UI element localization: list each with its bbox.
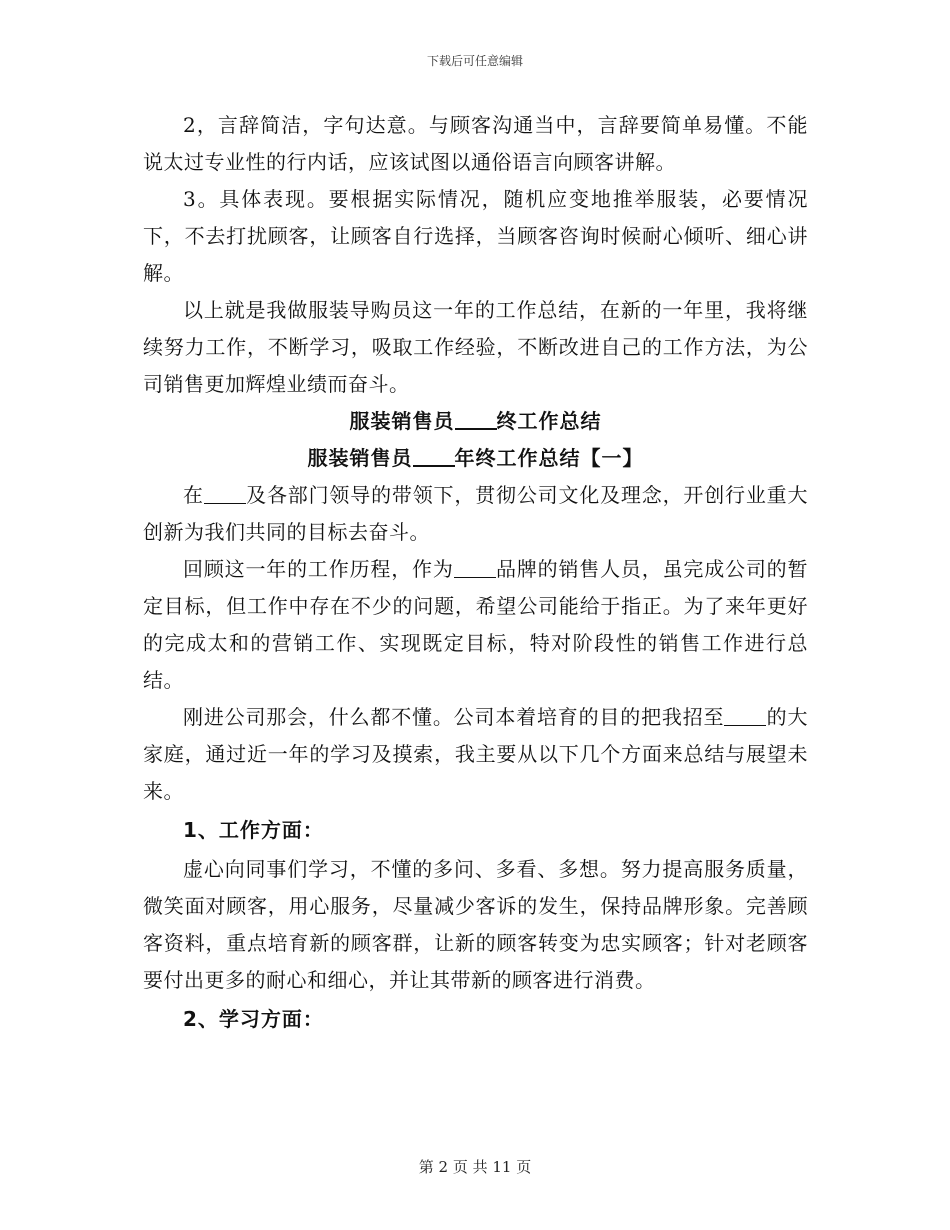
document-body — [143, 107, 808, 1040]
paragraph-work: 虚心向同事们学习，不懂的多问、多看、多想。努力提高服务质量，微笑面对顾客，用心服务，尽量减少客诉的发生，保持品牌形象。完善顾客资料，重点培育新的顾客群，让新的顾客转变为忠实顾客；针对老顾客要付出更多的耐心和细心，并让其带新的顾客进行消费。 — [143, 857, 808, 992]
paragraph-intro: 在 及各部门领导的带领下，贯彻公司文化及理念，开创行业重大创新为我们共同的目标去奋斗。 — [143, 483, 809, 544]
paragraph-join: 刚进公司那会，什么都不懂。公司本着培育的目的把我招至 的大家庭，通过近一年的学习及摸索，我主要从以下几个方面来总结与展望未来。 — [143, 705, 809, 803]
page-header: 下载后可任意编辑 — [426, 54, 523, 68]
join-blank — [724, 705, 766, 726]
page-footer: 第 2 页 共 11 页 — [418, 1158, 532, 1176]
intro-blank — [204, 483, 246, 504]
paragraph-summary: 以上就是我做服装导购员这一年的工作总结，在新的一年里，我将继续努力工作，不断学习，吸取工作经验，不断改进自己的工作方法，为公司销售更加辉煌业绩而奋斗。 — [143, 298, 808, 396]
title-blank — [455, 408, 497, 430]
subtitle-blank — [413, 445, 455, 467]
section-heading-work: 1、工作方面： — [183, 818, 324, 842]
section-heading-study: 2、学习方面： — [183, 1007, 324, 1031]
review-blank — [454, 557, 496, 578]
document-subtitle: 服装销售员 年终工作总结【一】 — [307, 446, 644, 470]
paragraph-point-2: 2，言辞简洁，字句达意。与顾客沟通当中，言辞要简单易懂。不能说太过专业性的行内话，应该试图以通俗语言向顾客讲解。 — [143, 113, 808, 174]
document-title: 服装销售员 终工作总结 — [349, 409, 602, 433]
paragraph-point-3: 3。具体表现。要根据实际情况，随机应变地推举服装，必要情况下，不去打扰顾客，让顾客自行选择，当顾客咨询时候耐心倾听、细心讲解。 — [143, 187, 808, 285]
paragraph-review: 回顾这一年的工作历程，作为 品牌的销售人员，虽完成公司的暂定目标，但工作中存在不少的问题，希望公司能给于指正。为了来年更好的完成太和的营销工作、实现既定目标，特对阶段性的销售工作进行总结。 — [143, 557, 809, 692]
